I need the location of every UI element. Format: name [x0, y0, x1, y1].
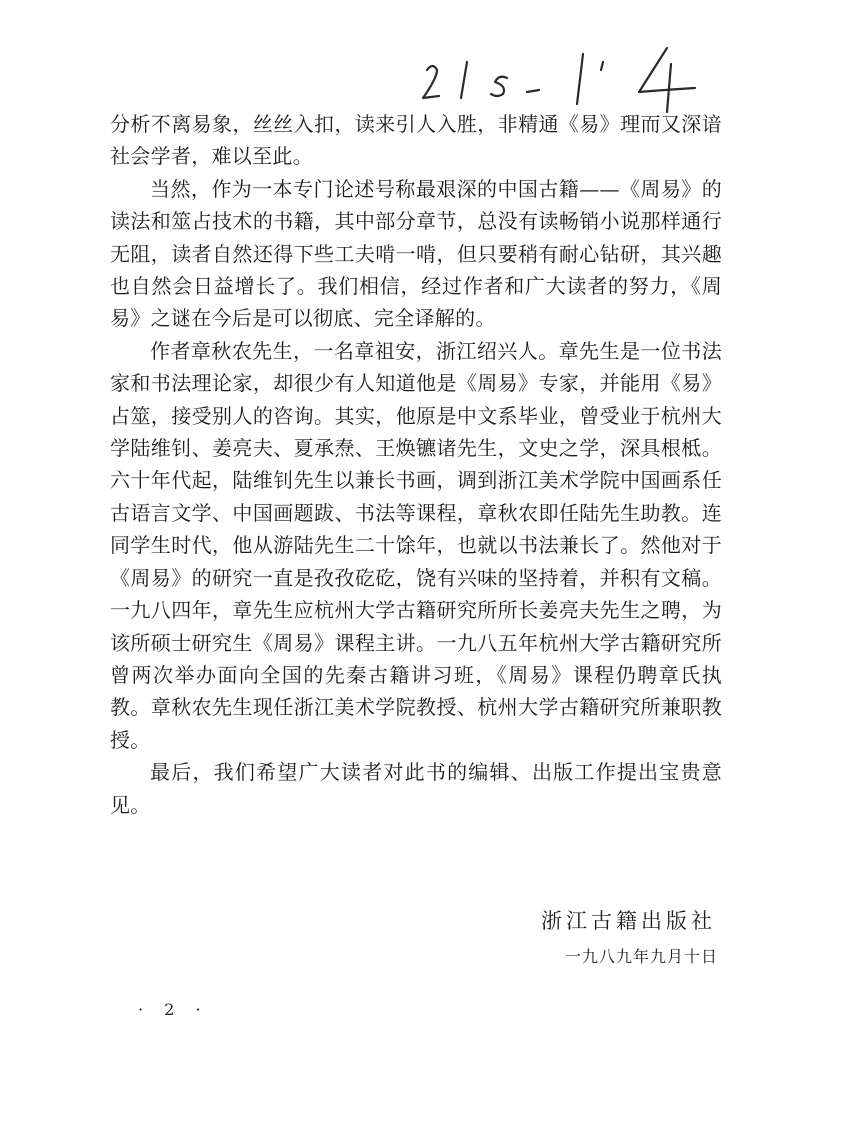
handwritten-annotation — [415, 40, 715, 115]
page-number: · 2 · — [138, 1000, 209, 1019]
body-text — [110, 108, 722, 821]
paragraph-3: 作者章秋农先生，一名章祖安，浙江绍兴人。章先生是一位书法家和书法理论家，却很少有人知道他是《周易》专家，并能用《易》占筮，接受别人的咨询。其实，他原是中文系毕业，曾受业于杭州大学陆维钊、姜亮夫、夏承焘、王焕镳诸先生，文史之学，深具根柢。六十年代起，陆维钊先生以兼长书画，调到浙江美术学院中国画系任古语言文学、中国画题跋、书法等课程，章秋农即任陆先生助教。连同学生时代，他从游陆先生二十馀年，也就以书法兼长了。然他对于《周易》的研究一直是孜孜矻矻，饶有兴味的坚持着，并积有文稿。一九八四年，章先生应杭州大学古籍研究所所长姜亮夫先生之聘，为该所硕士研究生《周易》课程主讲。一九八五年杭州大学古籍研究所曾两次举办面向全国的先秦古籍讲习班，《周易》课程仍聘章氏执教。章秋农先生现任浙江美术学院教授、杭州大学古籍研究所兼职教授。 — [110, 338, 722, 752]
paragraph-1: 分析不离易象，丝丝入扣，读来引人入胜，非精通《易》理而又深谙社会学者，难以至此。 — [110, 112, 722, 169]
signature-date: 一九八九年九月十日 — [564, 947, 718, 966]
paragraph-2: 当然，作为一本专门论述号称最艰深的中国古籍——《周易》的读法和筮占技术的书籍，其中部分章节，总没有读畅销小说那样通行无阻，读者自然还得下些工夫啃一啃，但只要稍有耐心钻研，其兴趣也自然会日益增长了。我们相信，经过作者和广大读者的努力，《周易》之谜在今后是可以彻底、完全译解的。 — [110, 176, 722, 331]
paragraph-4: 最后，我们希望广大读者对此书的编辑、出版工作提出宝贵意见。 — [110, 760, 722, 817]
publisher-signature: 浙江古籍出版社 — [541, 909, 716, 933]
